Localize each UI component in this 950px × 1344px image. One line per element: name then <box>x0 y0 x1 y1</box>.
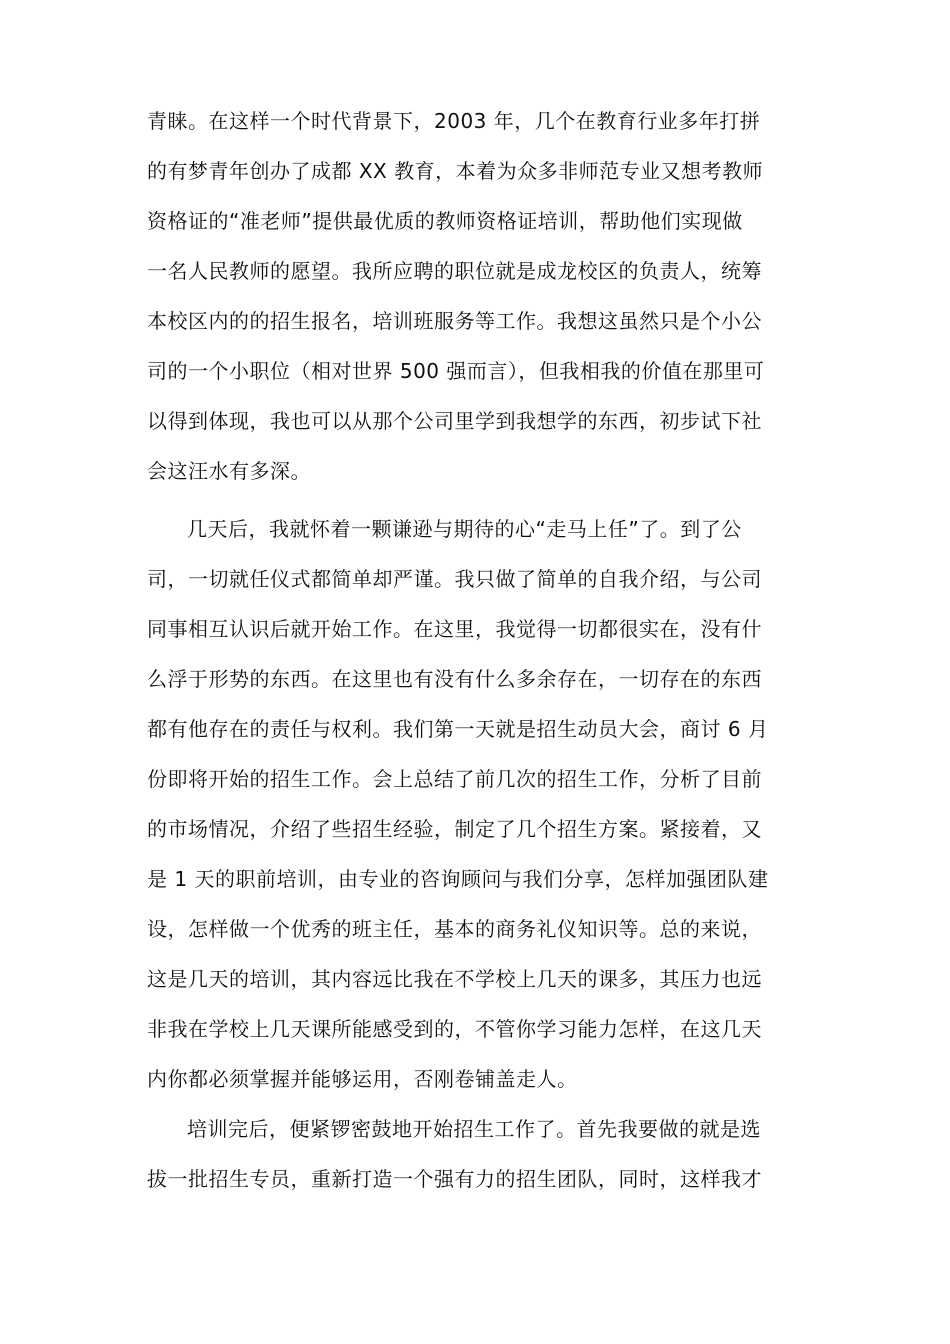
paragraph-3-line-2: 拔一批招生专员，重新打造一个强有力的招生团队，同时，这样我才 <box>147 1167 762 1191</box>
paragraph-2-line-3: 同事相互认识后就开始工作。在这里，我觉得一切都很实在，没有什 <box>147 617 762 641</box>
paragraph-1-line-1: 青睐。在这样一个时代背景下，2003 年，几个在教育行业多年打拼 <box>147 109 761 133</box>
paragraph-2-line-10: 这是几天的培训，其内容远比我在不学校上几天的课多，其压力也远 <box>147 967 762 991</box>
paragraph-2-line-2: 司，一切就任仪式都简单却严谨。我只做了简单的自我介绍，与公司 <box>147 567 762 591</box>
paragraph-2-line-6: 份即将开始的招生工作。会上总结了前几次的招生工作，分析了目前 <box>147 767 762 791</box>
paragraph-1-line-4: 一名人民教师的愿望。我所应聘的职位就是成龙校区的负责人，统筹 <box>147 259 762 283</box>
paragraph-1-line-8: 会这汪水有多深。 <box>147 459 311 483</box>
paragraph-3-line-1: 培训完后，便紧锣密鼓地开始招生工作了。首先我要做的就是选 <box>187 1117 761 1141</box>
paragraph-2-line-12: 内你都必须掌握并能够运用，否刚卷铺盖走人。 <box>147 1067 578 1091</box>
paragraph-2-line-9: 设，怎样做一个优秀的班主任，基本的商务礼仪知识等。总的来说， <box>147 917 762 941</box>
paragraph-2-line-7: 的市场情况，介绍了些招生经验，制定了几个招生方案。紧接着，又 <box>147 817 762 841</box>
paragraph-2-line-5: 都有他存在的责任与权利。我们第一天就是招生动员大会，商讨 6 月 <box>147 717 769 741</box>
document-body <box>147 96 827 1204</box>
paragraph-1-line-3: 资格证的“准老师”提供最优质的教师资格证培训，帮助他们实现做 <box>147 209 743 233</box>
paragraph-2-line-1: 几天后，我就怀着一颗谦逊与期待的心“走马上任”了。到了公 <box>187 517 742 541</box>
paragraph-gap <box>147 496 827 504</box>
paragraph-2-line-8: 是 1 天的职前培训，由专业的咨询顾问与我们分享，怎样加强团队建 <box>147 867 769 891</box>
paragraph-1-line-2: 的有梦青年创办了成都 XX 教育，本着为众多非师范专业又想考教师 <box>147 159 764 183</box>
paragraph-1-line-5: 本校区内的的招生报名，培训班服务等工作。我想这虽然只是个小公 <box>147 309 762 333</box>
paragraph-2-line-11: 非我在学校上几天课所能感受到的，不管你学习能力怎样，在这几天 <box>147 1017 762 1041</box>
paragraph-1-line-6: 司的一个小职位（相对世界 500 强而言），但我相我的价值在那里可 <box>147 359 765 383</box>
paragraph-1-line-7: 以得到体现，我也可以从那个公司里学到我想学的东西，初步试下社 <box>147 409 762 433</box>
paragraph-2-line-4: 么浮于形势的东西。在这里也有没有什么多余存在，一切存在的东西 <box>147 667 762 691</box>
